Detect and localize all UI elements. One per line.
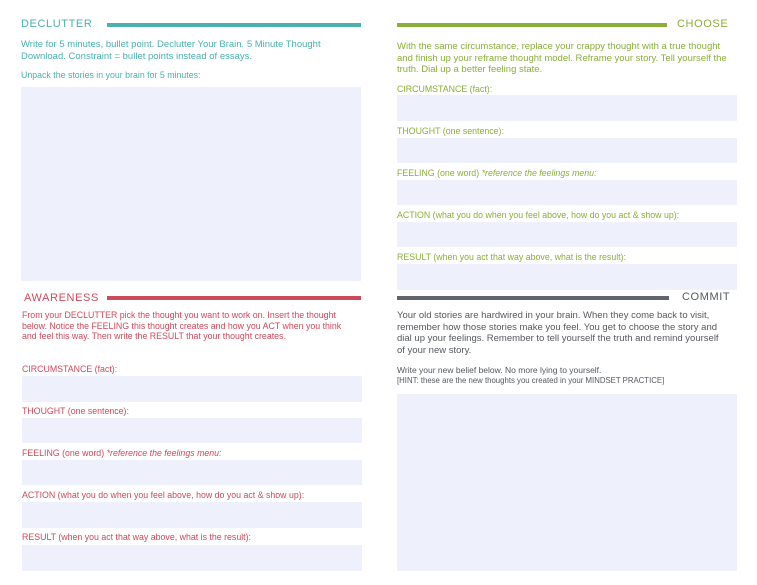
awareness-feeling-label: FEELING (one word) *reference the feelings menu: [22, 448, 222, 458]
commit-divider [397, 296, 669, 300]
declutter-writing-box[interactable] [21, 87, 361, 281]
choose-action-field[interactable] [397, 222, 737, 247]
commit-title: COMMIT [682, 291, 731, 303]
awareness-title: AWARENESS [24, 292, 99, 304]
declutter-title: DECLUTTER [21, 18, 93, 30]
awareness-thought-label: THOUGHT (one sentence): [22, 406, 129, 416]
commit-prompt: Write your new belief below. No more lying to yourself. [397, 365, 602, 375]
awareness-result-field[interactable] [22, 545, 362, 571]
commit-hint: [HINT: these are the new thoughts you created in your MINDSET PRACTICE] [397, 376, 665, 385]
choose-action-label: ACTION (what you do when you feel above, how do you act & show up): [397, 210, 680, 220]
awareness-divider [107, 296, 361, 300]
choose-circumstance-field[interactable] [397, 95, 737, 121]
awareness-circumstance-field[interactable] [22, 376, 362, 402]
choose-thought-label: THOUGHT (one sentence): [397, 126, 504, 136]
declutter-prompt: Unpack the stories in your brain for 5 minutes: [21, 70, 201, 80]
commit-instructions: Your old stories are hardwired in your brain. When they come back to visit, remember how those stories make you feel. You get to choose the story and dial up your feelings. Remember to tell yourself the truth and remind yourself of your new story. [397, 310, 719, 356]
awareness-action-label: ACTION (what you do when you feel above, how do you act & show up): [22, 490, 305, 500]
commit-writing-box[interactable] [397, 394, 737, 571]
choose-feeling-field[interactable] [397, 180, 737, 205]
awareness-circumstance-label: CIRCUMSTANCE (fact): [22, 364, 118, 374]
declutter-instructions: Write for 5 minutes, bullet point. Declutter Your Brain. 5 Minute Thought Download. Constraint = bullet points instead of essays. [21, 39, 321, 62]
awareness-feeling-field[interactable] [22, 460, 362, 485]
choose-thought-field[interactable] [397, 138, 737, 163]
awareness-thought-field[interactable] [22, 418, 362, 443]
choose-feeling-label: FEELING (one word) *reference the feelings menu: [397, 168, 597, 178]
choose-instructions: With the same circumstance, replace your crappy thought with a true thought and finish up your reframe thought model. Reframe your story. Tell yourself the truth. Dial up a better feeling state. [397, 41, 727, 75]
choose-divider [397, 23, 667, 27]
awareness-action-field[interactable] [22, 502, 362, 528]
awareness-result-label: RESULT (when you act that way above, what is the result): [22, 532, 251, 542]
awareness-instructions: From your DECLUTTER pick the thought you want to work on. Insert the thought below. Notice the FEELING this thought creates and how you ACT when you think and feel this way. Then write the RESULT that your thought creates. [22, 310, 342, 342]
choose-title: CHOOSE [677, 18, 729, 30]
declutter-divider [107, 23, 361, 27]
choose-result-field[interactable] [397, 264, 737, 290]
choose-result-label: RESULT (when you act that way above, what is the result): [397, 252, 626, 262]
choose-circumstance-label: CIRCUMSTANCE (fact): [397, 84, 493, 94]
